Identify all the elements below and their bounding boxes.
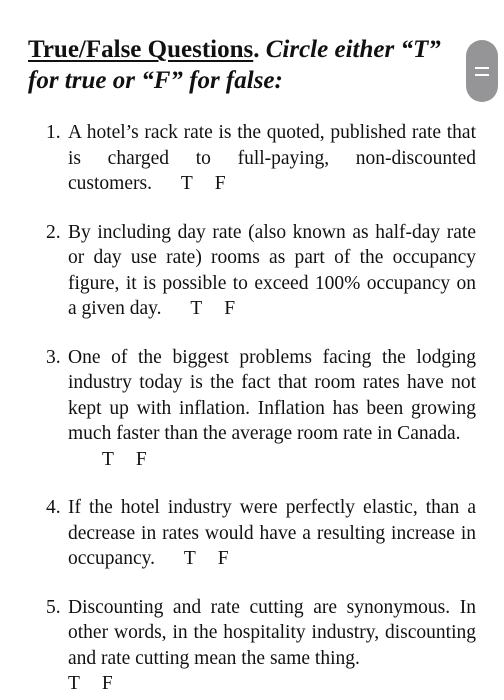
question-item xyxy=(46,595,476,697)
question-number: 1. xyxy=(46,122,61,143)
question-number: 2. xyxy=(46,221,61,243)
section-title-period: . xyxy=(253,36,260,63)
question-text: A hotel’s rack rate is the quoted, published rate that is charged to full-paying, non-discounted customers. xyxy=(68,122,476,194)
question-number: 4. xyxy=(46,497,61,518)
question-item xyxy=(46,495,476,572)
scrollbar-handle[interactable] xyxy=(466,40,498,102)
answer-options xyxy=(157,173,226,194)
question-item xyxy=(46,220,476,322)
true-option[interactable]: T xyxy=(68,673,80,694)
question-list xyxy=(46,120,476,697)
false-option[interactable]: F xyxy=(217,548,229,569)
answer-options xyxy=(68,671,476,697)
question-text: By including day rate (also known as half-day rate or day use rate) rooms as part of the occupancy figure, it is possible to exceed 100% occupancy on a given day. xyxy=(68,221,476,319)
question-text: If the hotel industry were perfectly elastic, than a decrease in rates would have a resulting increase in occupancy. xyxy=(68,497,476,569)
true-option[interactable]: T xyxy=(102,448,114,470)
true-option[interactable]: T xyxy=(183,548,196,569)
question-item xyxy=(46,120,476,197)
question-text: One of the biggest problems facing the lodging industry today is the fact that room rates have not kept up with inflation. Inflation has been growing much faster than the average room rate in Canada. xyxy=(68,346,476,444)
answer-options xyxy=(166,298,235,319)
question-item xyxy=(46,345,476,473)
false-option[interactable]: F xyxy=(214,173,226,194)
question-number: 5. xyxy=(46,596,61,618)
question-text: Discounting and rate cutting are synonymous. In other words, in the hospitality industry, discounting and rate cutting mean the same thing. xyxy=(68,596,476,669)
false-option[interactable]: F xyxy=(135,448,147,470)
page-heading xyxy=(28,34,474,96)
true-option[interactable]: T xyxy=(180,173,193,194)
answer-options xyxy=(68,447,476,473)
false-option[interactable]: F xyxy=(224,298,236,319)
instruction-text: Circle either “T” for true or “F” for false: xyxy=(28,36,441,94)
answer-options xyxy=(160,548,229,569)
question-number: 3. xyxy=(46,346,61,368)
grip-lines-icon xyxy=(475,67,489,76)
section-title: True/False Questions xyxy=(28,36,254,63)
true-option[interactable]: T xyxy=(190,298,203,319)
false-option[interactable]: F xyxy=(101,673,113,694)
